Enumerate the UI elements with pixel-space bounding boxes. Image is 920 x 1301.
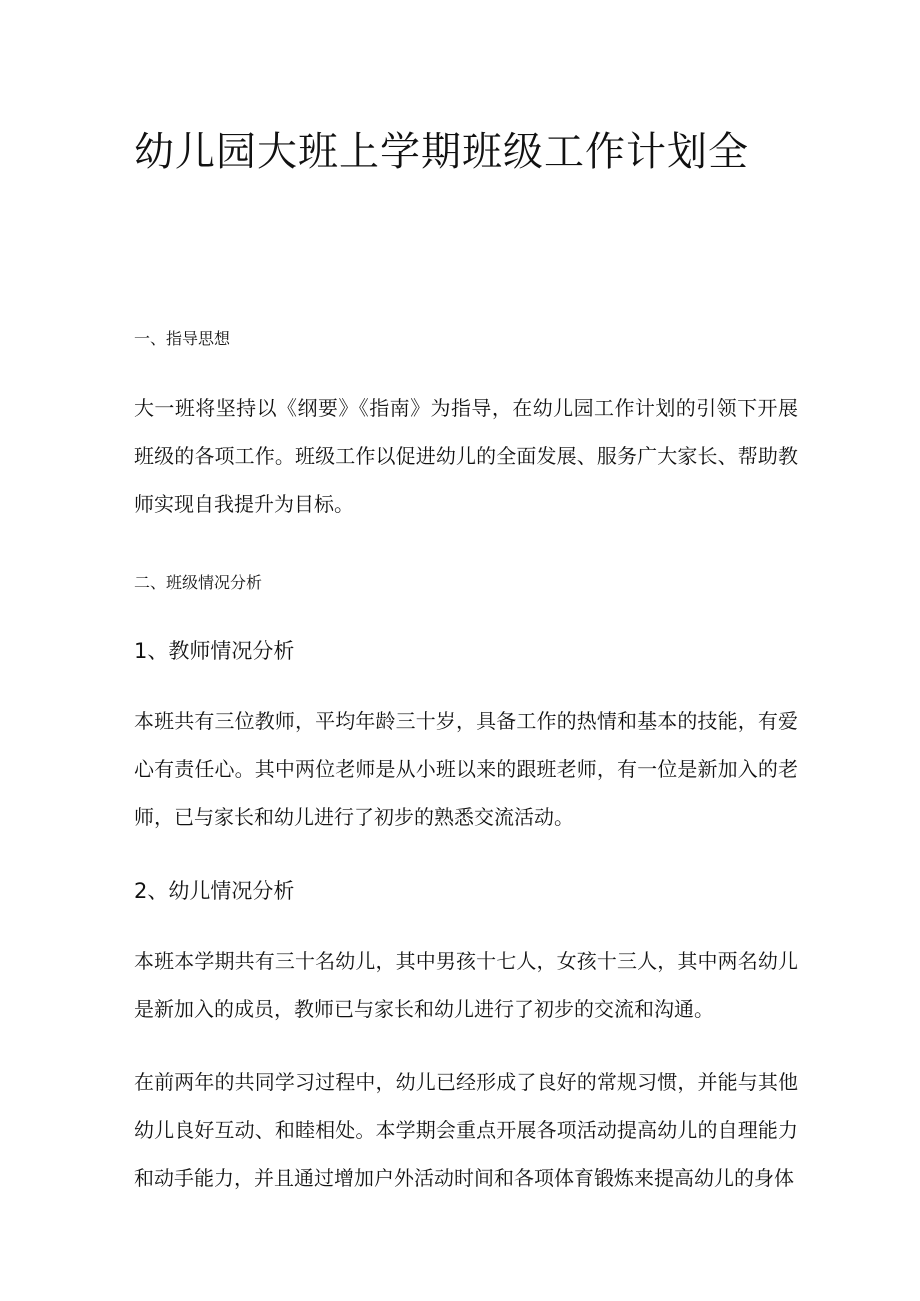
paragraph-child-count: 本班本学期共有三十名幼儿，其中男孩十七人，女孩十三人，其中两名幼儿是新加入的成员，教师已与家长和幼儿进行了初步的交流和沟通。: [134, 949, 798, 1021]
paragraph-teacher-analysis: 本班共有三位教师，平均年龄三十岁，具备工作的热情和基本的技能，有爱心有责任心。其中两位老师是从小班以来的跟班老师，有一位是新加入的老师，已与家长和幼儿进行了初步的熟悉交流活动。: [134, 709, 798, 829]
paragraph-child-habits: 在前两年的共同学习过程中，幼儿已经形成了良好的常规习惯，并能与其他幼儿良好互动、和睦相处。本学期会重点开展各项活动提高幼儿的自理能力和动手能力，并且通过增加户外活动时间和各项体育锻炼来提高幼儿的身体: [134, 1070, 798, 1190]
paragraph-guiding-thought: 大一班将坚持以《纲要》《指南》为指导，在幼儿园工作计划的引领下开展班级的各项工作。班级工作以促进幼儿的全面发展、服务广大家长、帮助教师实现自我提升为目标。: [134, 396, 798, 516]
document-title: 幼儿园大班上学期班级工作计划全: [134, 129, 749, 175]
section-heading-class-analysis: 二、班级情况分析: [134, 573, 263, 592]
subheading-teacher-analysis: 1、教师情况分析: [134, 639, 295, 663]
section-heading-guiding-thought: 一、指导思想: [134, 329, 231, 348]
subheading-child-analysis: 2、幼儿情况分析: [134, 879, 295, 903]
